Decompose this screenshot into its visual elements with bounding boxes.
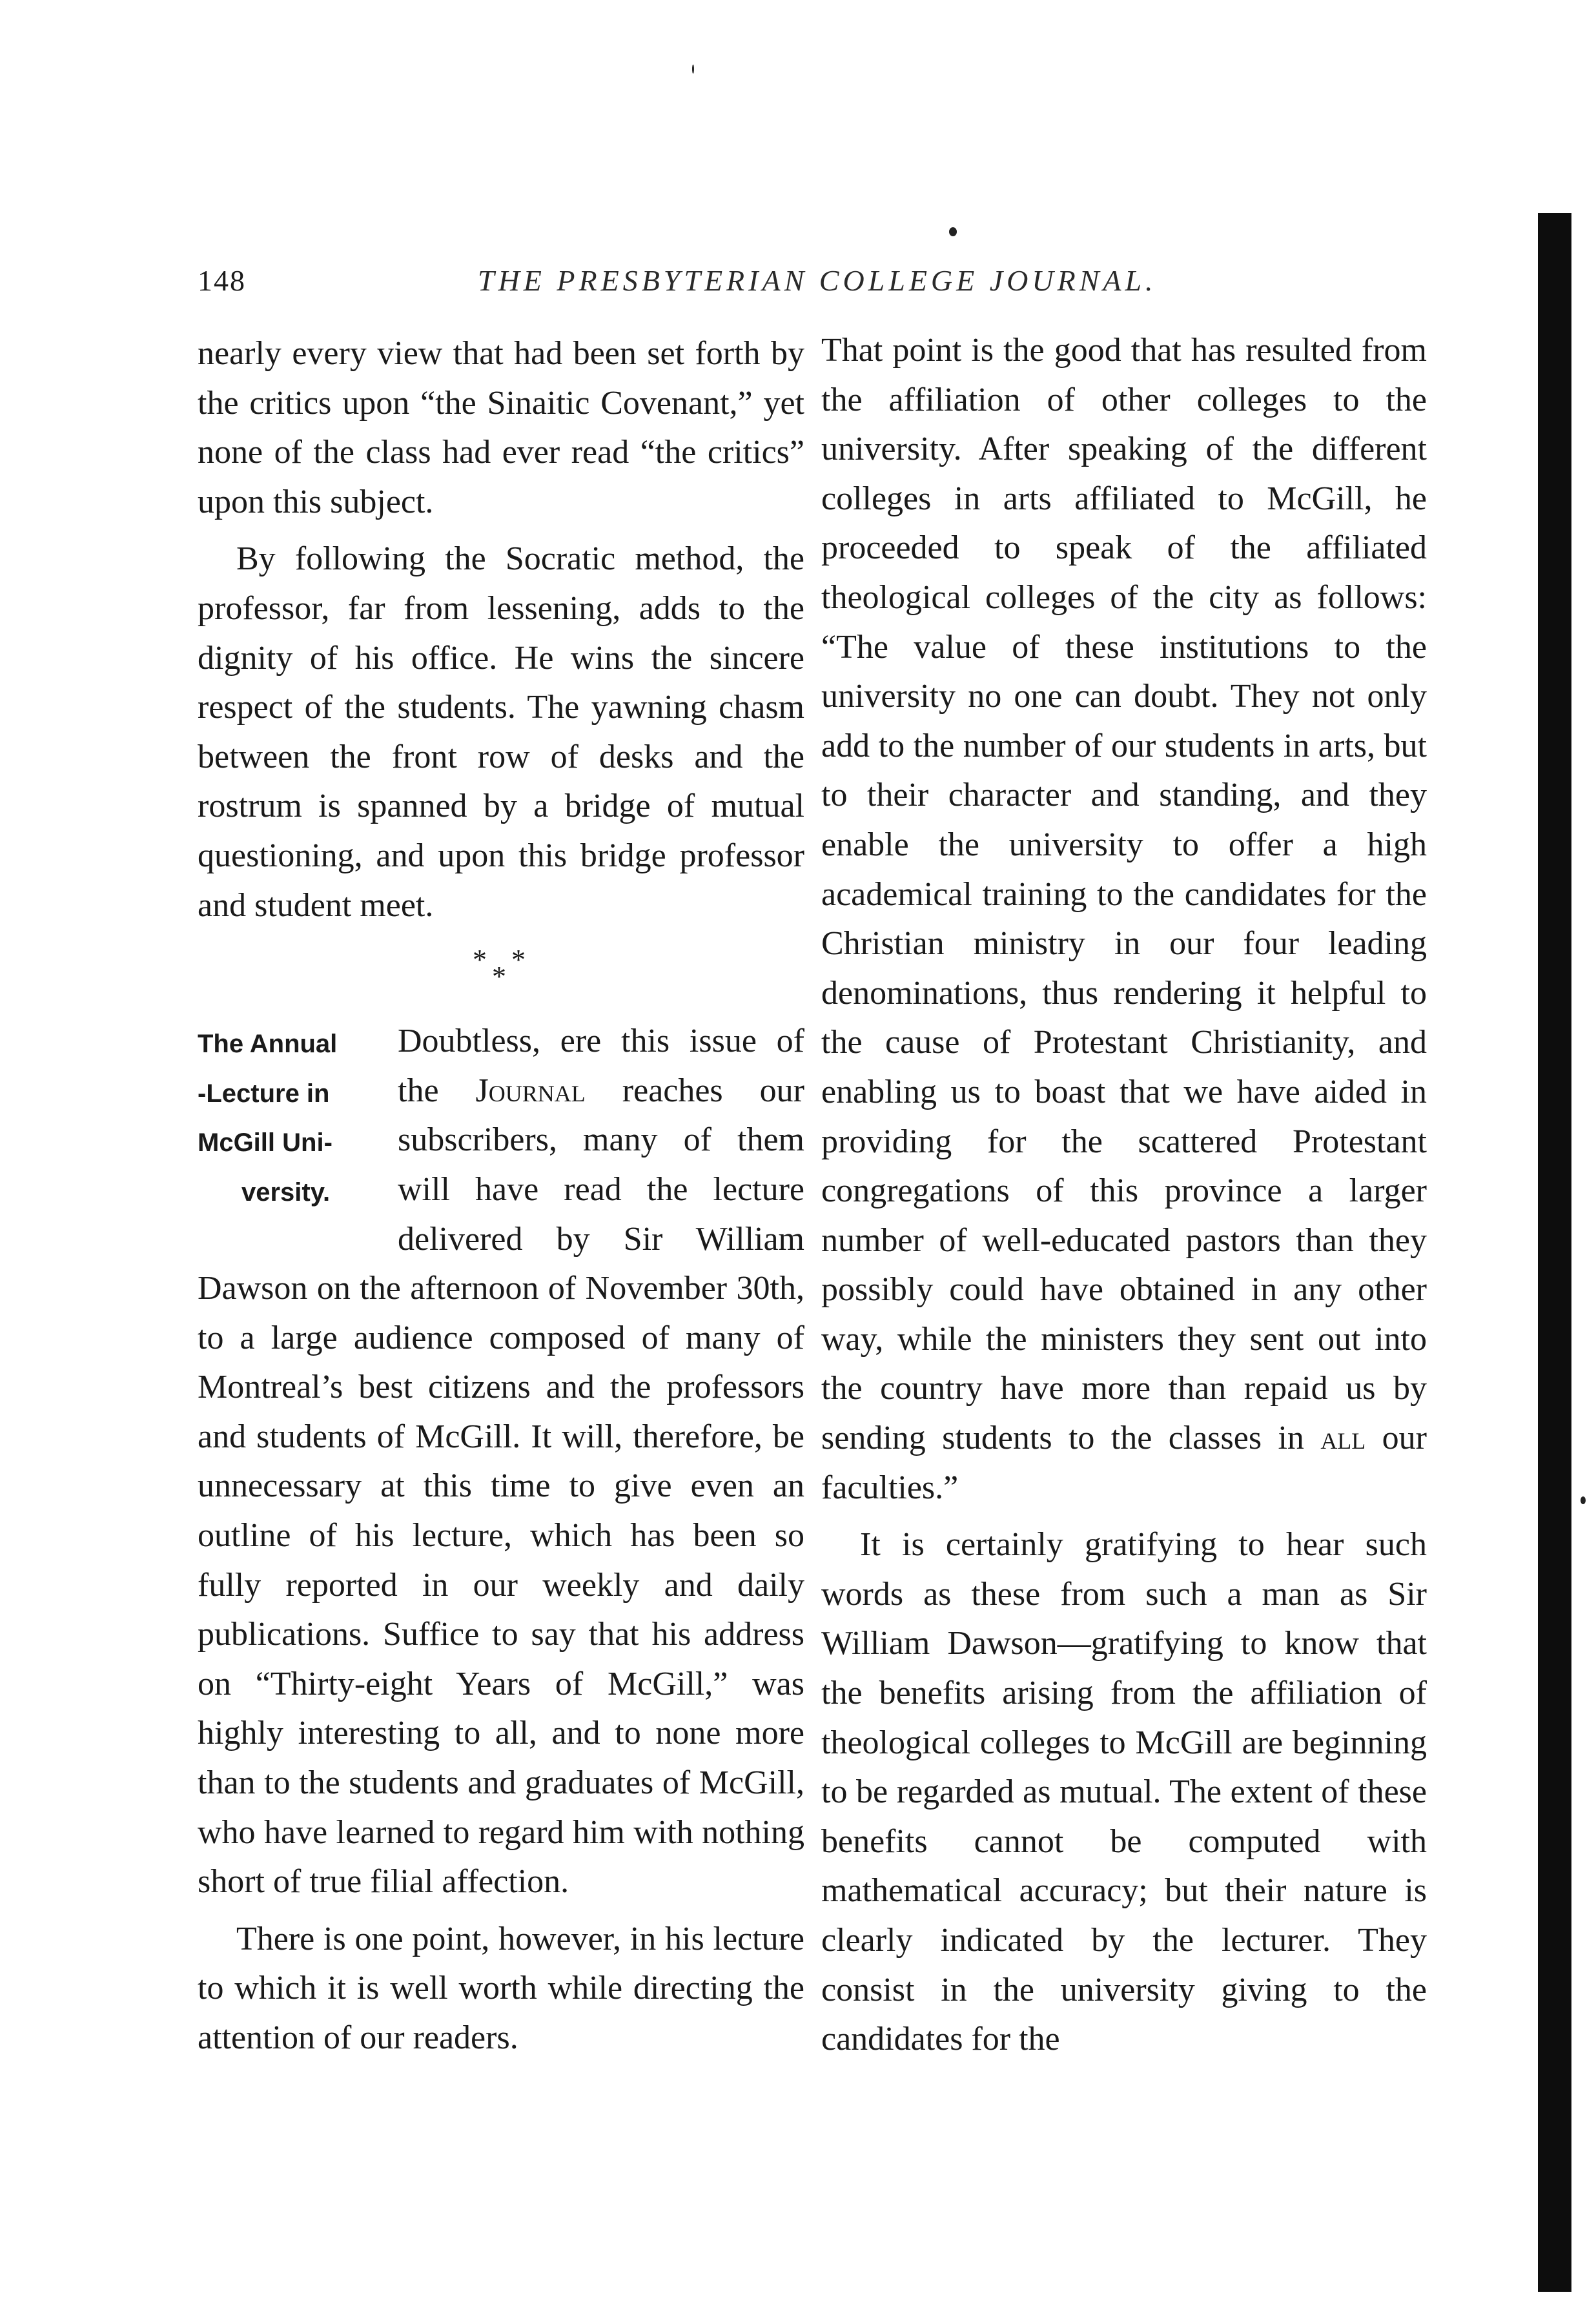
asterism-star: *	[511, 944, 526, 976]
paragraph-text: Doubtless, ere this issue of the	[398, 1023, 804, 1109]
right-paragraph-2: It is certainly gratifying to hear such words as these from such a man as Sir William Dawson—gratifying to know that the benefits arising from the affiliation of theological colleges to McGill are beginning to be regarded as mutual. The extent of these benefits cannot be computed with mathematical accuracy; but their nature is clearly indicated by the lecturer. They consist in the university giving to the candidates for the	[821, 1526, 1427, 2058]
left-paragraph-1: nearly every view that had been set forth by the critics upon “the Sinaitic Covenant,” yet none of the class had ever read “the critics” upon this subject.	[198, 335, 804, 520]
side-heading-line: McGill Uni-	[198, 1128, 332, 1158]
side-heading	[198, 1019, 385, 1217]
paragraph-text: our faculties.”	[821, 1420, 1427, 1506]
left-paragraph-2: By following the Socratic method, the professor, far from lessening, adds to the dignity of his office. He wins the sincere respect of the students. The yawning chasm between the front row of desks and the rostrum is spanned by a bridge of mutual questioning, and upon this bridge professor and student meet.	[198, 540, 804, 924]
scan-speck	[692, 65, 694, 74]
asterism-star: *	[492, 961, 506, 993]
journal-name: Journal	[475, 1072, 586, 1109]
side-heading-line: versity.	[241, 1178, 331, 1207]
scan-edge-shadow	[1538, 213, 1571, 2292]
asterism-star: *	[473, 944, 487, 976]
scan-speck	[1581, 1496, 1586, 1504]
lecture-section	[198, 1017, 804, 1907]
left-paragraph-4: There is one point, however, in his lecture to which it is well worth while directing the attention of our readers.	[198, 1920, 804, 2056]
paragraph-text: That point is the good that has resulted from the affiliation of other colleges to the university. After speaking of the different colleges in arts affiliated to McGill, he proceeded to speak of the affiliated theological colleges of the city as follows: “The value of these institutions to the university no one can doubt. They not only add to the number of our students in arts, but to their character and standing, and they enable the university to offer a high academical training to the candidates for the Christian ministry in our four leading denominations, thus rendering it helpful to the cause of Protestant Christianity, and enabling us to boast that we have aided in providing for the scattered Protestant congregations of this province a larger number of well-educated pastors than they possibly could have obtained in any other way, while the ministers they sent out into the country have more than repaid us by sending students to the classes in	[821, 332, 1427, 1457]
page-number: 148	[198, 264, 246, 297]
scan-speck	[949, 227, 957, 236]
all-smallcaps: all	[1320, 1420, 1366, 1457]
side-heading-line: The Annual	[198, 1030, 338, 1059]
left-column	[198, 329, 804, 2063]
asterism	[198, 944, 804, 999]
right-column	[821, 326, 1427, 2065]
side-heading-line: -Lecture in	[198, 1079, 330, 1108]
running-head: THE PRESBYTERIAN COLLEGE JOURNAL.	[478, 264, 1157, 297]
right-paragraph-1	[821, 326, 1427, 1513]
paragraph-text: reaches our subscribers, many of them will have read the lecture delivered by Sir William Dawson on the afternoon of November 30th, to a large audience composed of many of Montreal’s best citizens and the professors and students of McGill. It will, therefore, be unnecessary at this time to give even an outline of his lecture, which has been so fully reported in our weekly and daily publications. Suffice to say that his address on “Thirty-eight Years of McGill,” was highly interesting to all, and to none more than to the students and graduates of McGill, who have learned to regard him with nothing short of true filial affection.	[198, 1072, 804, 1901]
